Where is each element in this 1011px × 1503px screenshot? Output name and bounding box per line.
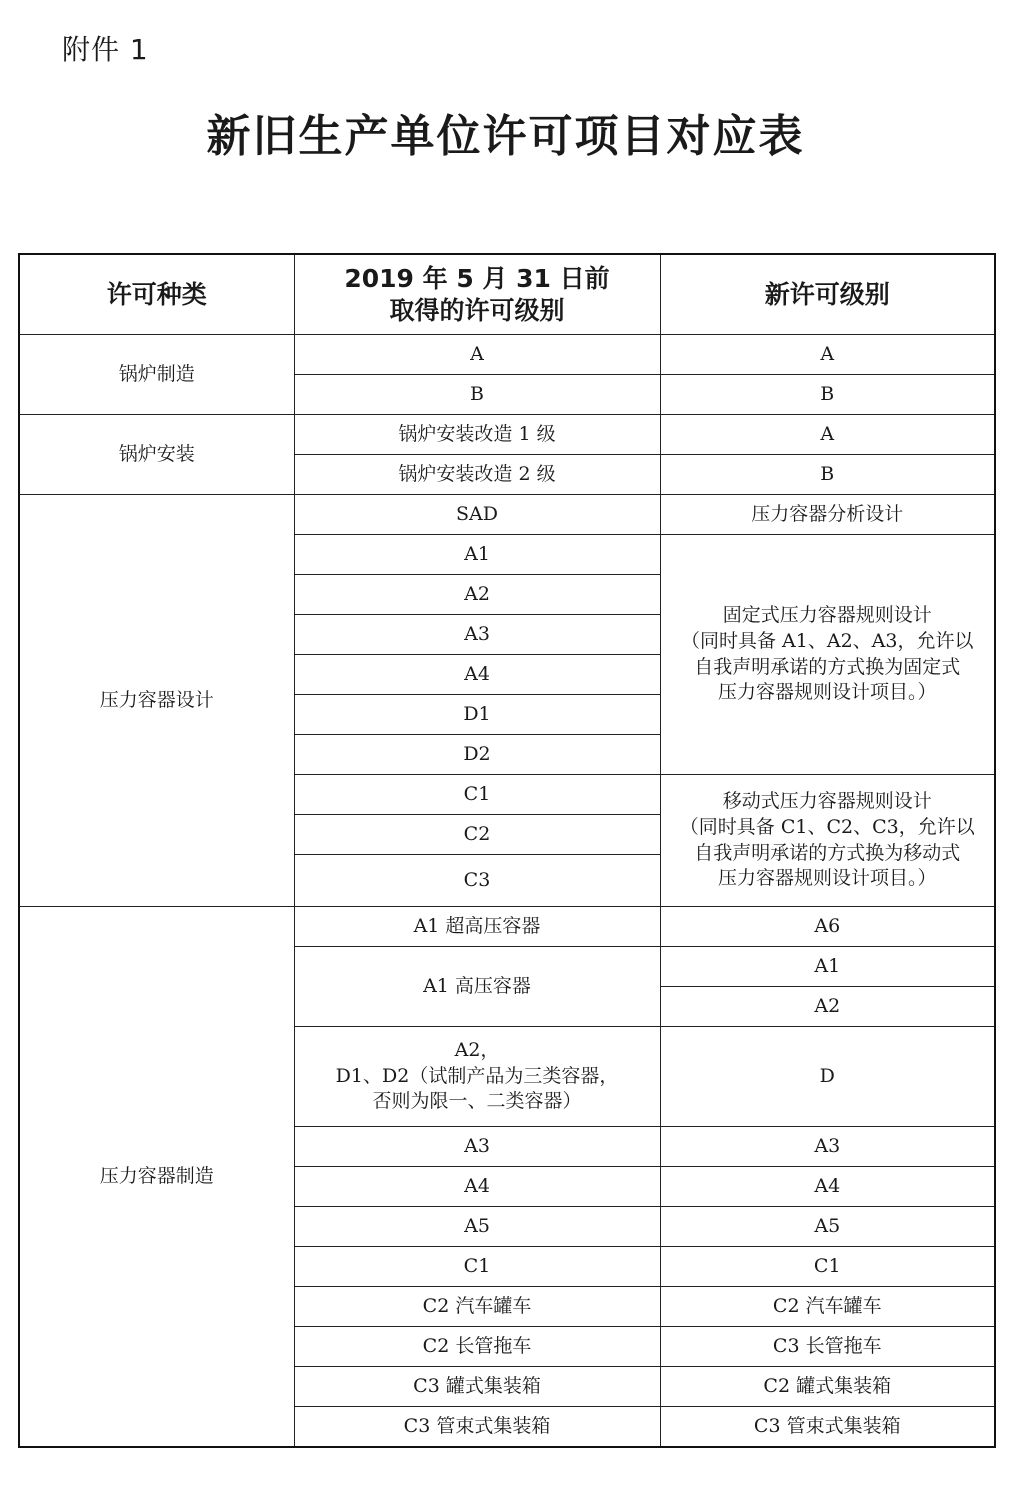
old-level-cell: D1 — [294, 695, 660, 735]
trial-line3: 否则为限一、二类容器） — [372, 1090, 582, 1113]
header-new-level: 新许可级别 — [660, 254, 995, 335]
new-level-cell: A — [660, 335, 995, 375]
new-level-cell: A5 — [660, 1207, 995, 1247]
old-level-cell: A4 — [294, 1167, 660, 1207]
document-title: 新旧生产单位许可项目对应表 — [206, 111, 805, 162]
old-level-cell: C3 管束式集装箱 — [294, 1407, 660, 1448]
header-old-level-line2: 取得的许可级别 — [389, 295, 565, 325]
attachment-label: 附件 1 — [62, 33, 149, 66]
mobile-vessel-rule-design-cell — [660, 775, 995, 907]
category-vessel-design: 压力容器设计 — [19, 495, 294, 907]
table-header-row — [19, 254, 995, 335]
old-level-cell: 锅炉安装改造 1 级 — [294, 415, 660, 455]
old-level-cell: 锅炉安装改造 2 级 — [294, 455, 660, 495]
old-level-cell: D2 — [294, 735, 660, 775]
new-level-cell: C3 管束式集装箱 — [660, 1407, 995, 1448]
header-old-level-line1: 2019 年 5 月 31 日前 — [344, 264, 610, 294]
old-level-cell: A2 — [294, 575, 660, 615]
new-level-cell: 压力容器分析设计 — [660, 495, 995, 535]
old-level-cell: A4 — [294, 655, 660, 695]
old-level-cell: B — [294, 375, 660, 415]
mobile-design-line2: （同时具备 C1、C2、C3，允许以 — [679, 815, 975, 838]
new-level-cell: C3 长管拖车 — [660, 1327, 995, 1367]
new-level-cell: A1 — [660, 947, 995, 987]
new-level-cell: A3 — [660, 1127, 995, 1167]
category-boiler-installation: 锅炉安装 — [19, 415, 294, 495]
new-level-cell: A4 — [660, 1167, 995, 1207]
old-level-cell: A1 超高压容器 — [294, 907, 660, 947]
trial-line1: A2， — [454, 1039, 500, 1062]
fixed-vessel-rule-design-cell — [660, 535, 995, 775]
new-level-cell: C1 — [660, 1247, 995, 1287]
fixed-design-line3: 自我声明承诺的方式换为固定式 — [694, 655, 961, 678]
license-mapping-table — [18, 253, 996, 1448]
old-level-cell: A3 — [294, 1127, 660, 1167]
mobile-design-line3: 自我声明承诺的方式换为移动式 — [694, 841, 961, 864]
old-level-cell: A1 — [294, 535, 660, 575]
header-old-level — [294, 254, 660, 335]
old-level-cell: SAD — [294, 495, 660, 535]
mobile-design-line4: 压力容器规则设计项目。） — [717, 867, 937, 890]
old-level-cell: C2 汽车罐车 — [294, 1287, 660, 1327]
category-boiler-manufacturing: 锅炉制造 — [19, 335, 294, 415]
old-level-cell: A1 高压容器 — [294, 947, 660, 1027]
old-level-cell: C2 长管拖车 — [294, 1327, 660, 1367]
new-level-cell: D — [660, 1027, 995, 1127]
old-level-cell-trial — [294, 1027, 660, 1127]
table-row — [19, 335, 995, 375]
new-level-cell: A — [660, 415, 995, 455]
fixed-design-line1: 固定式压力容器规则设计 — [722, 604, 932, 627]
old-level-cell: C3 — [294, 855, 660, 907]
old-level-cell: C3 罐式集装箱 — [294, 1367, 660, 1407]
new-level-cell: C2 汽车罐车 — [660, 1287, 995, 1327]
new-level-cell: A2 — [660, 987, 995, 1027]
category-vessel-manufacturing: 压力容器制造 — [19, 907, 294, 1448]
trial-line2: D1、D2（试制产品为三类容器， — [335, 1064, 619, 1087]
new-level-cell: C2 罐式集装箱 — [660, 1367, 995, 1407]
mobile-design-line1: 移动式压力容器规则设计 — [722, 790, 932, 813]
fixed-design-line2: （同时具备 A1、A2、A3，允许以 — [681, 629, 974, 652]
old-level-cell: A — [294, 335, 660, 375]
new-level-cell: B — [660, 375, 995, 415]
new-level-cell: A6 — [660, 907, 995, 947]
old-level-cell: C1 — [294, 775, 660, 815]
old-level-cell: C2 — [294, 815, 660, 855]
old-level-cell: A5 — [294, 1207, 660, 1247]
table-row — [19, 415, 995, 455]
old-level-cell: C1 — [294, 1247, 660, 1287]
header-category: 许可种类 — [19, 254, 294, 335]
table-row — [19, 495, 995, 535]
old-level-cell: A3 — [294, 615, 660, 655]
new-level-cell: B — [660, 455, 995, 495]
fixed-design-line4: 压力容器规则设计项目。） — [717, 681, 937, 704]
table-row — [19, 907, 995, 947]
